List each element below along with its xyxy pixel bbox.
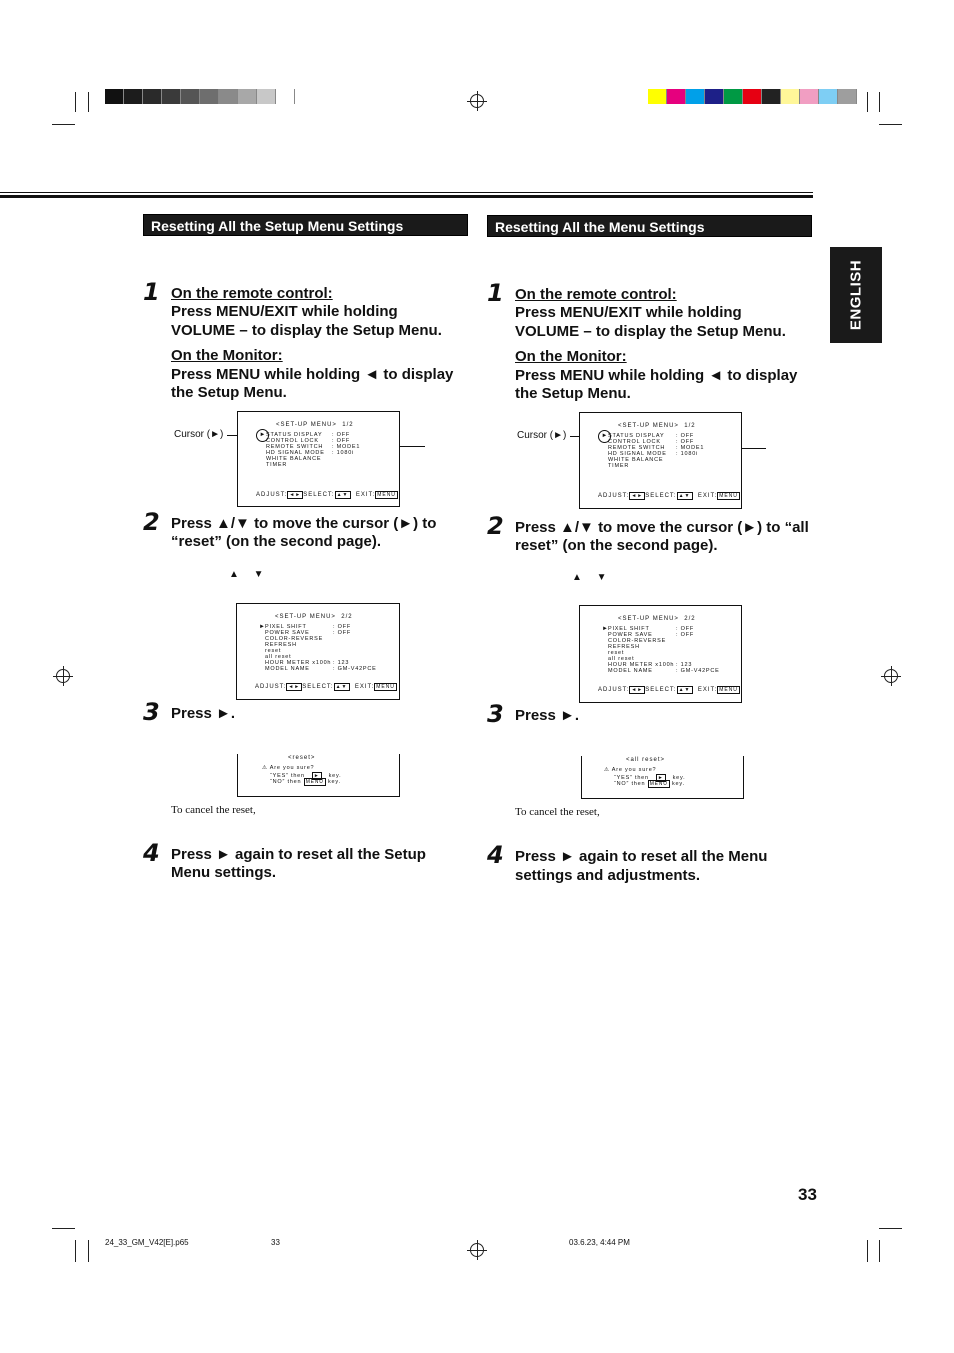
menu-item: REFRESH — [608, 644, 640, 650]
top-rule — [0, 195, 813, 198]
footer-date: 03.6.23, 4:44 PM — [569, 1238, 630, 1247]
step-text: “reset” (on the second page). — [171, 533, 382, 550]
language-tab-label: ENGLISH — [847, 259, 865, 331]
menu-value: : 1080i — [676, 451, 699, 457]
color-swatch — [800, 89, 819, 104]
step-text: Press MENU while holding ◄ to display — [171, 366, 454, 383]
menu-value: : OFF — [676, 626, 695, 632]
menu-item: STATUS DISPLAY — [608, 433, 665, 439]
menu-item: POWER SAVE — [265, 630, 310, 636]
menu-item: REFRESH — [265, 642, 297, 648]
menu-item: STATUS DISPLAY — [266, 432, 323, 438]
registration-mark-icon — [470, 1243, 484, 1257]
menu-title: <SET-UP MENU> 2/2 — [275, 614, 353, 620]
menu-value: : MODE1 — [676, 445, 705, 451]
menu-item: HD SIGNAL MODE — [608, 451, 667, 457]
confirm-yes: “YES” then ► key. — [270, 773, 342, 779]
confirm-question: ⚠ Are you sure? — [262, 765, 315, 771]
gray-swatch — [238, 89, 257, 104]
step-number: 2 — [143, 508, 160, 536]
gray-swatch — [200, 89, 219, 104]
menu-item: PIXEL SHIFT — [608, 626, 650, 632]
menu-title: <SET-UP MENU> 2/2 — [618, 616, 696, 622]
cancel-caption: To cancel the reset, — [171, 804, 256, 816]
menu-item: CONTROL LOCK — [608, 439, 661, 445]
step-text: Press ► again to reset all the Setup — [171, 846, 426, 863]
confirm-yes: “YES” then ► key. — [614, 775, 686, 781]
step-text: Press ▲/▼ to move the cursor (►) to — [171, 515, 437, 532]
menu-item: CONTROL LOCK — [266, 438, 319, 444]
step-number: 3 — [143, 698, 160, 726]
confirm-no: “NO” then MENU key. — [614, 781, 685, 787]
menu-item: all reset — [265, 654, 292, 660]
crop-mark — [88, 1240, 89, 1262]
step-text: Press ► again to reset all the Menu — [515, 848, 768, 865]
menu-value: : OFF — [332, 432, 351, 438]
left-section-header: Resetting All the Setup Menu Settings — [143, 214, 468, 236]
step-text: VOLUME – to display the Setup Menu. — [171, 322, 442, 339]
step-text: Press ►. — [515, 707, 580, 724]
menu-item: REMOTE SWITCH — [608, 445, 666, 451]
menu-value: : 1080i — [332, 450, 355, 456]
gray-calibration-strip — [105, 89, 295, 104]
menu-item: MODEL NAME — [608, 668, 653, 674]
registration-mark-icon — [884, 669, 898, 683]
crop-mark — [879, 124, 902, 125]
cancel-caption: To cancel the reset, — [515, 806, 600, 818]
step-number: 3 — [487, 700, 504, 728]
remote-heading: On the remote control: — [171, 285, 333, 302]
confirm-title: <all reset> — [626, 757, 666, 763]
menu-value: : GM-V42PCE — [333, 666, 377, 672]
menu-footer: ADJUST: ◄► SELECT: ▲▼ EXIT: MENU — [256, 492, 396, 498]
menu-value: : 123 — [676, 662, 693, 668]
cursor-label: Cursor (►) — [517, 430, 567, 441]
crop-mark — [88, 92, 89, 112]
setup-menu-screen-page2 — [579, 605, 742, 703]
reset-confirm-screen — [237, 754, 400, 797]
menu-item: all reset — [608, 656, 635, 662]
menu-value: : 123 — [333, 660, 350, 666]
color-swatch — [762, 89, 781, 104]
footer-page: 33 — [271, 1238, 280, 1247]
crop-mark — [75, 92, 76, 112]
step-number: 1 — [143, 278, 160, 306]
crop-mark — [879, 92, 880, 112]
step-text: settings and adjustments. — [515, 867, 701, 884]
cursor-arrow-icon: ► — [259, 624, 265, 630]
step-text: VOLUME – to display the Setup Menu. — [515, 323, 786, 340]
crop-mark — [52, 124, 75, 125]
menu-footer: ADJUST: ◄► SELECT: ▲▼ EXIT: MENU — [255, 684, 395, 690]
page-number: 33 — [798, 1185, 817, 1204]
color-swatch — [667, 89, 686, 104]
monitor-heading: On the Monitor: — [515, 348, 627, 365]
footer-file: 24_33_GM_V42[E].p65 — [105, 1238, 189, 1247]
menu-item: TIMER — [608, 463, 630, 469]
color-swatch — [838, 89, 857, 104]
crop-mark — [52, 1228, 75, 1229]
step-text: the Setup Menu. — [515, 385, 631, 402]
menu-item: COLOR-REVERSE — [608, 638, 667, 644]
step-text: Menu settings. — [171, 864, 277, 881]
registration-mark-icon — [56, 669, 70, 683]
step-number: 1 — [487, 279, 504, 307]
menu-item: TIMER — [266, 462, 288, 468]
reset-confirm-screen — [581, 756, 744, 799]
menu-item: HD SIGNAL MODE — [266, 450, 325, 456]
menu-value: : MODE1 — [332, 444, 361, 450]
menu-item: POWER SAVE — [608, 632, 653, 638]
color-swatch — [705, 89, 724, 104]
menu-item: reset — [608, 650, 625, 656]
menu-item: PIXEL SHIFT — [265, 624, 307, 630]
menu-title: <SET-UP MENU> 1/2 — [276, 422, 354, 428]
gray-swatch — [124, 89, 143, 104]
menu-item: COLOR-REVERSE — [265, 636, 324, 642]
color-swatch — [743, 89, 762, 104]
gray-swatch — [276, 89, 295, 104]
crop-mark — [75, 1240, 76, 1262]
step-number: 4 — [487, 841, 504, 869]
menu-footer: ADJUST: ◄► SELECT: ▲▼ EXIT: MENU — [598, 493, 738, 499]
menu-footer: ADJUST: ◄► SELECT: ▲▼ EXIT: MENU — [598, 687, 738, 693]
color-swatch — [781, 89, 800, 104]
top-rule — [0, 192, 813, 193]
confirm-title: <reset> — [288, 755, 316, 761]
menu-item: MODEL NAME — [265, 666, 310, 672]
setup-menu-screen — [237, 411, 400, 507]
menu-item: REMOTE SWITCH — [266, 444, 324, 450]
menu-title: <SET-UP MENU> 1/2 — [618, 423, 696, 429]
color-swatch — [819, 89, 838, 104]
step-text: Press ►. — [171, 705, 236, 722]
crop-mark — [867, 1240, 868, 1262]
right-section-header: Resetting All the Menu Settings — [487, 215, 812, 237]
cursor-label: Cursor (►) — [174, 429, 224, 440]
color-swatch — [686, 89, 705, 104]
cursor-arrow-icon: ► — [602, 626, 608, 632]
step-text: Press MENU/EXIT while holding — [515, 304, 742, 321]
color-calibration-strip — [648, 89, 857, 104]
step-text: Press MENU/EXIT while holding — [171, 303, 398, 320]
cursor-circle-icon: ► — [598, 430, 611, 443]
up-down-arrows-icon: ▲ ▼ — [229, 569, 270, 580]
menu-value: : OFF — [676, 439, 695, 445]
up-down-arrows-icon: ▲ ▼ — [572, 572, 613, 583]
crop-mark — [867, 92, 868, 112]
remote-heading: On the remote control: — [515, 286, 677, 303]
step-text: Press ▲/▼ to move the cursor (►) to “all — [515, 519, 809, 536]
gray-swatch — [257, 89, 276, 104]
gray-swatch — [219, 89, 238, 104]
monitor-heading: On the Monitor: — [171, 347, 283, 364]
menu-item: WHITE BALANCE — [266, 456, 322, 462]
gray-swatch — [105, 89, 124, 104]
color-swatch — [648, 89, 667, 104]
gray-swatch — [162, 89, 181, 104]
step-number: 2 — [487, 512, 504, 540]
gray-swatch — [181, 89, 200, 104]
step-text: Press MENU while holding ◄ to display — [515, 367, 798, 384]
menu-value: : OFF — [676, 632, 695, 638]
menu-item: reset — [265, 648, 282, 654]
menu-value: : OFF — [333, 630, 352, 636]
color-swatch — [724, 89, 743, 104]
menu-value: : OFF — [332, 438, 351, 444]
setup-menu-screen — [579, 412, 742, 509]
gray-swatch — [143, 89, 162, 104]
confirm-no: “NO” then MENU key. — [270, 779, 341, 785]
menu-value: : OFF — [676, 433, 695, 439]
cursor-circle-icon: ► — [256, 429, 269, 442]
registration-mark-icon — [470, 94, 484, 108]
step-text: reset” (on the second page). — [515, 537, 718, 554]
menu-item: HOUR METER x100h — [608, 662, 675, 668]
crop-mark — [879, 1240, 880, 1262]
menu-item: WHITE BALANCE — [608, 457, 664, 463]
menu-item: HOUR METER x100h — [265, 660, 332, 666]
confirm-question: ⚠ Are you sure? — [604, 767, 657, 773]
menu-value: : OFF — [333, 624, 352, 630]
crop-mark — [879, 1228, 902, 1229]
language-tab — [830, 247, 882, 343]
menu-value: : GM-V42PCE — [676, 668, 720, 674]
step-number: 4 — [143, 839, 160, 867]
setup-menu-screen-page2 — [236, 603, 400, 700]
step-text: the Setup Menu. — [171, 384, 287, 401]
